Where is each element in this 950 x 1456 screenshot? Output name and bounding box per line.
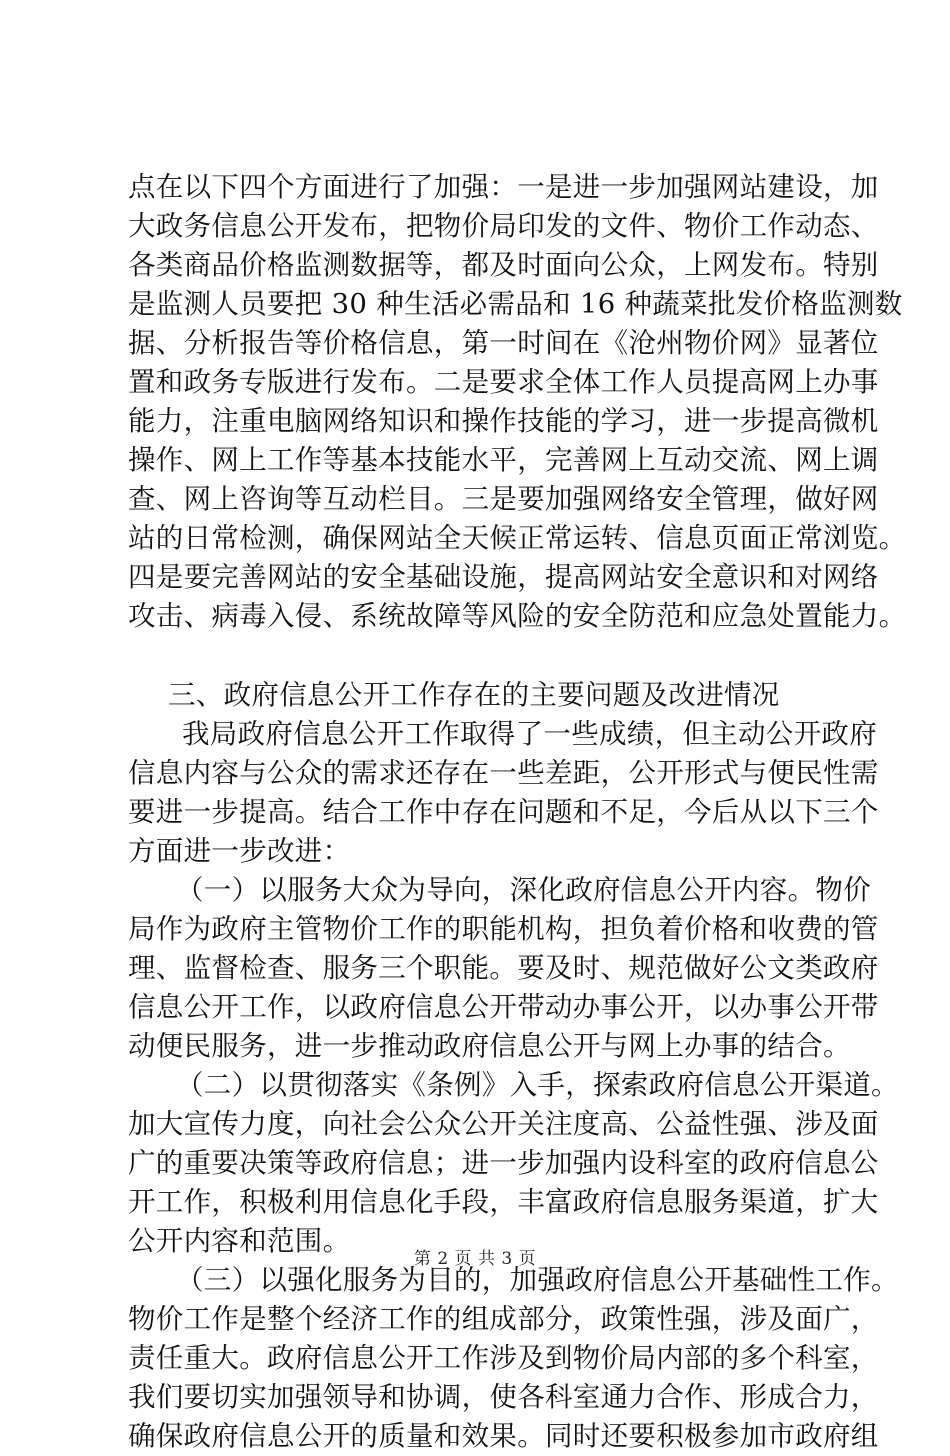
text-line: 广的重要决策等政府信息；进一步加强内设科室的政府信息公: [128, 1147, 879, 1179]
text-line: 置和政务专版进行发布。二是要求全体工作人员提高网上办事: [128, 366, 879, 398]
text-line: 动便民服务，进一步推动政府信息公开与网上办事的结合。: [128, 1030, 851, 1062]
text-line: 信息内容与公众的需求还存在一些差距，公开形式与便民性需: [128, 757, 879, 789]
section-heading: 三、政府信息公开工作存在的主要问题及改进情况: [168, 679, 780, 711]
text-line: 公开内容和范围。: [128, 1225, 351, 1257]
text-line: 信息公开工作，以政府信息公开带动办事公开，以办事公开带: [128, 991, 879, 1023]
text-line: （三）以强化服务为目的，加强政府信息公开基础性工作。: [176, 1264, 899, 1296]
text-line: 据、分析报告等价格信息，第一时间在《沧州物价网》显著位: [128, 327, 879, 359]
text-line: 大政务信息公开发布，把物价局印发的文件、物价工作动态、: [128, 210, 879, 242]
text-line: 开工作，积极利用信息化手段，丰富政府信息服务渠道，扩大: [128, 1186, 879, 1218]
text-line: 要进一步提高。结合工作中存在问题和不足，今后从以下三个: [128, 796, 879, 828]
page-number-footer: 第 2 页 共 3 页: [413, 1249, 537, 1269]
text-line: 查、网上咨询等互动栏目。三是要加强网络安全管理，做好网: [128, 483, 879, 515]
text-line: 四是要完善网站的安全基础设施，提高网站安全意识和对网络: [128, 561, 879, 593]
text-line: 能力，注重电脑网络知识和操作技能的学习，进一步提高微机: [128, 405, 879, 437]
text-line: 局作为政府主管物价工作的职能机构，担负着价格和收费的管: [128, 913, 879, 945]
text-line: 理、监督检查、服务三个职能。要及时、规范做好公文类政府: [128, 952, 879, 984]
text-line: 站的日常检测，确保网站全天候正常运转、信息页面正常浏览。: [128, 522, 907, 554]
text-line: （一）以服务大众为导向，深化政府信息公开内容。物价: [176, 874, 871, 906]
text-line: 我局政府信息公开工作取得了一些成绩，但主动公开政府: [182, 718, 877, 750]
text-line: 操作、网上工作等基本技能水平，完善网上互动交流、网上调: [128, 444, 879, 476]
text-line: 攻击、病毒入侵、系统故障等风险的安全防范和应急处置能力。: [128, 600, 907, 632]
text-line: 责任重大。政府信息公开工作涉及到物价局内部的多个科室，: [128, 1342, 879, 1374]
text-line: 确保政府信息公开的质量和效果。同时还要积极参加市政府组: [128, 1420, 879, 1452]
text-line: 是监测人员要把 30 种生活必需品和 16 种蔬菜批发价格监测数: [128, 288, 903, 320]
text-line: 物价工作是整个经济工作的组成部分，政策性强，涉及面广，: [128, 1303, 879, 1335]
text-line: 各类商品价格监测数据等，都及时面向公众，上网发布。特别: [128, 249, 879, 281]
text-line: 加大宣传力度，向社会公众公开关注度高、公益性强、涉及面: [128, 1108, 879, 1140]
text-line: 我们要切实加强领导和协调，使各科室通力合作、形成合力，: [128, 1381, 879, 1413]
text-line: （二）以贯彻落实《条例》入手，探索政府信息公开渠道。: [176, 1069, 899, 1101]
text-line: 方面进一步改进：: [128, 835, 351, 867]
paragraph-gap: [128, 636, 828, 676]
text-line: 点在以下四个方面进行了加强：一是进一步加强网站建设，加: [128, 171, 879, 203]
